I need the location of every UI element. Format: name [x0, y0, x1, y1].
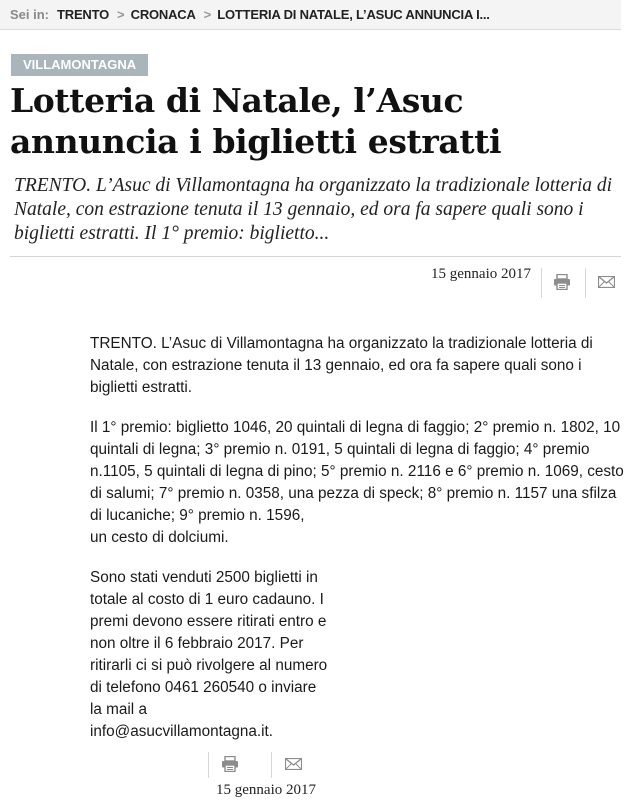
prize-list-end: un cesto di dolciumi.	[90, 529, 229, 546]
article-date: 15 gennaio 2017	[431, 266, 531, 282]
email-button[interactable]	[586, 264, 626, 300]
article-body	[90, 333, 625, 761]
article-meta-top	[0, 262, 621, 298]
breadcrumb-label: Sei in:	[10, 7, 50, 22]
article-paragraph	[90, 417, 625, 549]
article-date: 15 gennaio 2017	[216, 782, 316, 798]
article-meta-bottom	[0, 752, 633, 807]
email-button[interactable]	[273, 748, 313, 780]
print-button[interactable]	[210, 748, 250, 780]
email-icon	[598, 276, 615, 288]
breadcrumb-item-cronaca[interactable]: CRONACA	[130, 7, 196, 22]
email-icon	[285, 758, 302, 770]
article-paragraph: Sono stati venduti 2500 biglietti in totale al costo di 1 euro cadauno. I premi devono essere ritirati entro e non oltre il 6 febbraio 2017. Per ritirarli ci si può rivolgere al numero di telefono 0461 260540 o inviare la mail a info@asucvillamontagna.it.	[90, 569, 328, 740]
breadcrumb	[0, 0, 621, 30]
divider	[10, 256, 621, 257]
divider	[271, 752, 272, 778]
article-paragraph: TRENTO. L’Asuc di Villamontagna ha organizzato la tradizionale lotteria di Natale, con estrazione tenuta il 13 gennaio, ed ora fa sapere quali sono i biglietti estratti.	[90, 335, 593, 396]
article-summary: TRENTO. L’Asuc di Villamontagna ha organizzato la tradizionale lotteria di Natale, con estrazione tenuta il 13 gennaio, ed ora fa sapere quali sono i biglietti estratti. Il 1° premio: biglietto...	[14, 175, 613, 244]
print-icon	[221, 756, 239, 772]
print-icon	[553, 274, 571, 290]
breadcrumb-item-current: LOTTERIA DI NATALE, L’ASUC ANNUNCIA I...	[217, 7, 490, 22]
breadcrumb-separator-icon: >	[117, 7, 125, 22]
print-button[interactable]	[542, 264, 582, 300]
breadcrumb-separator-icon: >	[203, 7, 212, 22]
category-tag[interactable]: VILLAMONTAGNA	[11, 54, 148, 76]
breadcrumb-item-trento[interactable]: TRENTO	[57, 7, 110, 22]
prize-list: Il 1° premio: biglietto 1046, 20 quintali di legna di faggio; 2° premio n. 1802, 10 quintali di legna; 3° premio n. 0191, 5 quintali di legna di faggio; 4° premio n.1105, 5 quintali di legna di pino; 5° premio n. 2116 e 6° premio n. 1069, cesto di salumi; 7° premio n. 0358, una pezza di speck; 8° premio n. 1157 una sfilza di lucaniche; 9° premio n. 1596,	[90, 419, 624, 524]
divider	[208, 752, 209, 778]
article-title: Lotteria di Natale, l’Asuc annuncia i biglietti estratti	[10, 81, 502, 161]
